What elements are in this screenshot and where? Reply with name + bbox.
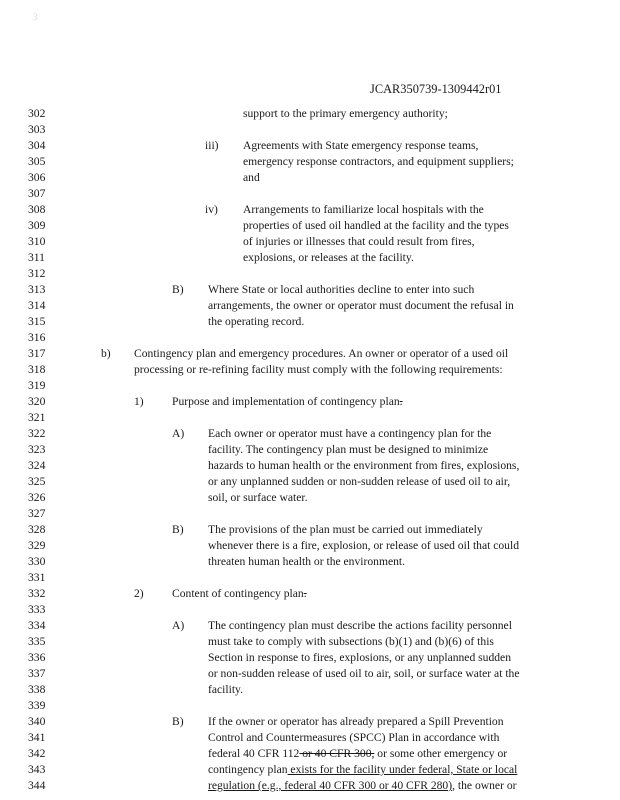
line-number: 334	[28, 619, 46, 632]
line-number: 305	[28, 155, 46, 168]
body-line: emergency response contractors, and equipment suppliers;	[243, 155, 514, 168]
body-line: properties of used oil handled at the facility and the types	[243, 219, 509, 232]
body-line	[208, 747, 507, 760]
line-number: 304	[28, 139, 46, 152]
plain-text: or some other emergency or	[374, 747, 508, 760]
line-number: 317	[28, 347, 46, 360]
line-number: 307	[28, 187, 46, 200]
body-line: soil, or surface water.	[208, 491, 308, 504]
line-number: 319	[28, 379, 46, 392]
line-number: 321	[28, 411, 46, 424]
body-line: Contingency plan and emergency procedures. An owner or operator of a used oil	[134, 347, 509, 360]
line-number: 313	[28, 283, 46, 296]
corner-mark: 3	[33, 12, 38, 22]
line-number: 327	[28, 507, 46, 520]
body-line: explosions, or releases at the facility.	[243, 251, 414, 264]
line-number: 318	[28, 363, 46, 376]
body-line: If the owner or operator has already prepared a Spill Prevention	[208, 715, 504, 728]
heading-text: Content of contingency plan	[172, 587, 304, 600]
body-line: and	[243, 171, 260, 184]
line-number: 315	[28, 315, 46, 328]
line-number: 312	[28, 267, 46, 280]
line-number: 341	[28, 731, 46, 744]
line-number: 302	[28, 107, 46, 120]
plain-text: contingency plan	[208, 763, 288, 776]
line-number: 339	[28, 699, 46, 712]
item-label-A: A)	[172, 619, 185, 632]
body-line	[208, 763, 517, 776]
body-line	[208, 779, 516, 792]
body-line: the operating record.	[208, 315, 305, 328]
plain-text: federal 40 CFR 112	[208, 747, 300, 760]
line-number: 335	[28, 635, 46, 648]
line-number: 314	[28, 299, 46, 312]
body-line: facility.	[208, 683, 243, 696]
body-line: whenever there is a fire, explosion, or release of used oil that could	[208, 539, 519, 552]
item-label-iii: iii)	[205, 139, 219, 152]
line-number: 344	[28, 779, 46, 792]
body-line: threaten human health or the environment.	[208, 555, 406, 568]
body-line: or non-sudden release of used oil to air, soil, or surface water at the	[208, 667, 520, 680]
body-line: Section in response to fires, explosions, or any unplanned sudden	[208, 651, 511, 664]
line-number: 308	[28, 203, 46, 216]
body-line: hazards to human health or the environment from fires, explosions,	[208, 459, 520, 472]
item-label-1: 1)	[134, 395, 144, 408]
line-number: 323	[28, 443, 46, 456]
line-number: 332	[28, 587, 46, 600]
line-number: 325	[28, 475, 46, 488]
body-line: The contingency plan must describe the actions facility personnel	[208, 619, 512, 632]
line-number: 333	[28, 603, 46, 616]
body-line: or any unplanned sudden or non-sudden release of used oil to air,	[208, 475, 511, 488]
struck-text: .	[399, 395, 403, 408]
body-line: must take to comply with subsections (b)(1) and (b)(6) of this	[208, 635, 494, 648]
line-number: 328	[28, 523, 46, 536]
item-label-B: B)	[172, 523, 184, 536]
line-number: 310	[28, 235, 46, 248]
line-number: 340	[28, 715, 46, 728]
line-number: 324	[28, 459, 46, 472]
line-number: 342	[28, 747, 46, 760]
body-line	[172, 587, 307, 600]
item-label-iv: iv)	[205, 203, 218, 216]
body-line: support to the primary emergency authority;	[243, 107, 448, 120]
line-number: 303	[28, 123, 46, 136]
body-line: arrangements, the owner or operator must document the refusal in	[208, 299, 514, 312]
line-number: 343	[28, 763, 46, 776]
struck-text: .	[303, 587, 307, 600]
item-label-A: A)	[172, 427, 185, 440]
plain-text: , the owner or	[452, 779, 517, 792]
underlined-text: regulation (e.g., federal 40 CFR 300 or 40 CFR 280)	[208, 779, 453, 792]
item-label-b: b)	[101, 347, 111, 360]
body-line: Control and Countermeasures (SPCC) Plan in accordance with	[208, 731, 500, 744]
line-number: 337	[28, 667, 46, 680]
body-line: Arrangements to familiarize local hospitals with the	[243, 203, 484, 216]
body-line: processing or re-refining facility must comply with the following requirements:	[134, 363, 503, 376]
item-label-B: B)	[172, 283, 184, 296]
line-number: 336	[28, 651, 46, 664]
body-line: of injuries or illnesses that could result from fires,	[243, 235, 475, 248]
item-label-2: 2)	[134, 587, 144, 600]
line-number: 320	[28, 395, 46, 408]
item-label-B: B)	[172, 715, 184, 728]
line-number: 330	[28, 555, 46, 568]
underlined-text: exists for the facility under federal, State or local	[287, 763, 518, 776]
line-number: 329	[28, 539, 46, 552]
body-line: Each owner or operator must have a contingency plan for the	[208, 427, 492, 440]
body-line	[172, 395, 403, 408]
struck-text: or 40 CFR 300,	[299, 747, 375, 760]
body-line: The provisions of the plan must be carried out immediately	[208, 523, 483, 536]
line-number: 326	[28, 491, 46, 504]
body-line: Where State or local authorities decline to enter into such	[208, 283, 475, 296]
heading-text: Purpose and implementation of contingency plan	[172, 395, 400, 408]
body-line: facility. The contingency plan must be designed to minimize	[208, 443, 489, 456]
line-number: 338	[28, 683, 46, 696]
line-number: 306	[28, 171, 46, 184]
line-number: 331	[28, 571, 46, 584]
line-number: 316	[28, 331, 46, 344]
document-id: JCAR350739-1309442r01	[370, 82, 502, 96]
line-number: 309	[28, 219, 46, 232]
line-number: 311	[28, 251, 45, 264]
line-number: 322	[28, 427, 46, 440]
body-line: Agreements with State emergency response teams,	[243, 139, 479, 152]
